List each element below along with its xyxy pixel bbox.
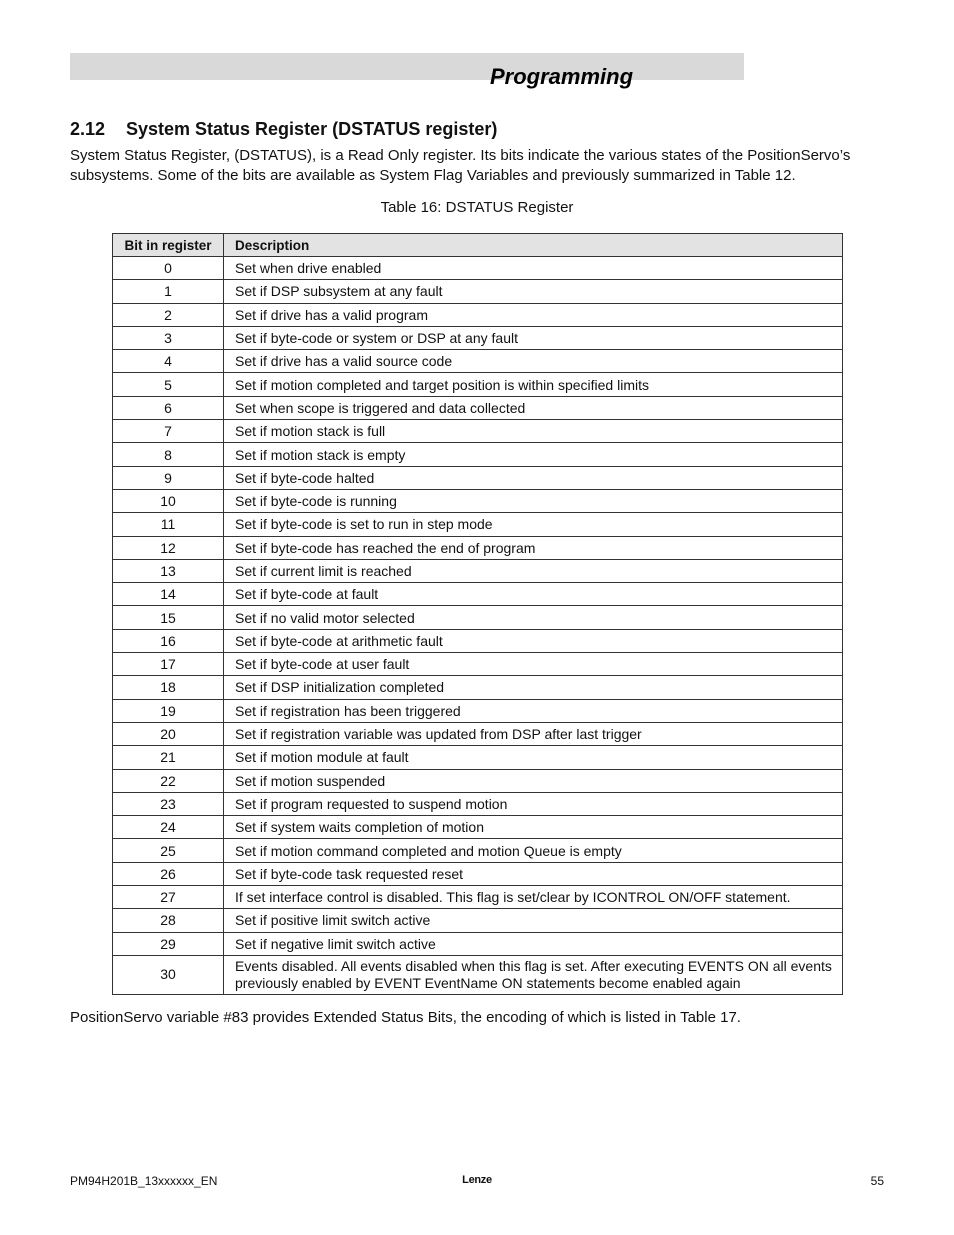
description-cell: If set interface control is disabled. This flag is set/clear by ICONTROL ON/OFF statement. — [224, 886, 843, 909]
table-row — [113, 909, 843, 932]
description-cell: Set if motion stack is full — [224, 420, 843, 443]
table-row — [113, 303, 843, 326]
description-cell: Set if drive has a valid program — [224, 303, 843, 326]
bit-cell: 22 — [113, 769, 224, 792]
description-cell: Set when drive enabled — [224, 257, 843, 280]
table-row — [113, 676, 843, 699]
bit-cell: 4 — [113, 350, 224, 373]
table-row — [113, 653, 843, 676]
table-caption: Table 16: DSTATUS Register — [380, 199, 574, 216]
bit-cell: 18 — [113, 676, 224, 699]
table-row — [113, 862, 843, 885]
table-row — [113, 816, 843, 839]
description-cell: Set when scope is triggered and data collected — [224, 396, 843, 419]
bit-cell: 29 — [113, 932, 224, 955]
description-cell: Set if registration variable was updated from DSP after last trigger — [224, 722, 843, 745]
bit-cell: 13 — [113, 559, 224, 582]
header-bar — [70, 53, 744, 80]
footer-doc-id: PM94H201B_13xxxxxx_EN — [70, 1174, 218, 1188]
bit-cell: 15 — [113, 606, 224, 629]
description-cell: Set if current limit is reached — [224, 559, 843, 582]
table-row — [113, 886, 843, 909]
bit-cell: 16 — [113, 629, 224, 652]
description-cell: Set if no valid motor selected — [224, 606, 843, 629]
bit-cell: 21 — [113, 746, 224, 769]
table-row — [113, 513, 843, 536]
table-row — [113, 839, 843, 862]
table-row — [113, 536, 843, 559]
table-row — [113, 699, 843, 722]
description-cell: Set if DSP initialization completed — [224, 676, 843, 699]
section-number: 2.12 — [70, 119, 106, 139]
description-cell: Set if DSP subsystem at any fault — [224, 280, 843, 303]
after-paragraph: PositionServo variable #83 provides Extended Status Bits, the encoding of which is listed in Table 17. — [70, 1009, 741, 1026]
description-cell: Set if byte-code has reached the end of program — [224, 536, 843, 559]
table-row — [113, 350, 843, 373]
description-cell: Set if motion module at fault — [224, 746, 843, 769]
table-header-row — [113, 234, 843, 257]
bit-cell: 7 — [113, 420, 224, 443]
table-row — [113, 257, 843, 280]
table-row — [113, 466, 843, 489]
description-cell: Set if byte-code is running — [224, 489, 843, 512]
table-body — [113, 257, 843, 995]
description-cell: Set if positive limit switch active — [224, 909, 843, 932]
description-cell: Set if byte-code at fault — [224, 583, 843, 606]
table-row — [113, 420, 843, 443]
description-cell: Set if motion command completed and motion Queue is empty — [224, 839, 843, 862]
description-cell: Set if motion stack is empty — [224, 443, 843, 466]
table-row — [113, 489, 843, 512]
bit-cell: 23 — [113, 792, 224, 815]
bit-cell: 10 — [113, 489, 224, 512]
description-cell: Set if motion suspended — [224, 769, 843, 792]
table-row — [113, 792, 843, 815]
intro-paragraph: System Status Register, (DSTATUS), is a Read Only register. Its bits indicate the various states of the PositionServo’s subsystems. Some of the bits are available as System Flag Variables and previously summarized in Table 12. — [70, 147, 851, 184]
table-row — [113, 559, 843, 582]
bit-cell: 8 — [113, 443, 224, 466]
bit-cell: 1 — [113, 280, 224, 303]
bit-cell: 0 — [113, 257, 224, 280]
bit-cell: 11 — [113, 513, 224, 536]
table-row — [113, 769, 843, 792]
description-cell: Set if byte-code at user fault — [224, 653, 843, 676]
table-row — [113, 326, 843, 349]
bit-cell: 25 — [113, 839, 224, 862]
bit-cell: 6 — [113, 396, 224, 419]
bit-cell: 3 — [113, 326, 224, 349]
description-cell: Events disabled. All events disabled when this flag is set. After executing EVENTS ON all events previously enabled by EVENT EventName ON statements become enabled again — [224, 955, 843, 994]
table-row — [113, 746, 843, 769]
bit-cell: 2 — [113, 303, 224, 326]
bit-cell: 9 — [113, 466, 224, 489]
description-cell: Set if byte-code task requested reset — [224, 862, 843, 885]
table-row — [113, 722, 843, 745]
footer-brand-logo: Lenze — [462, 1174, 492, 1186]
description-cell: Set if motion completed and target position is within specified limits — [224, 373, 843, 396]
description-cell: Set if system waits completion of motion — [224, 816, 843, 839]
bit-cell: 28 — [113, 909, 224, 932]
description-cell: Set if drive has a valid source code — [224, 350, 843, 373]
bit-cell: 24 — [113, 816, 224, 839]
section-title: System Status Register (DSTATUS register) — [126, 119, 498, 139]
chapter-title: Programming — [490, 64, 634, 89]
table-row — [113, 443, 843, 466]
bit-cell: 20 — [113, 722, 224, 745]
bit-cell: 19 — [113, 699, 224, 722]
bit-cell: 27 — [113, 886, 224, 909]
table-row — [113, 280, 843, 303]
table-row — [113, 583, 843, 606]
header-bit: Bit in register — [113, 234, 224, 257]
description-cell: Set if byte-code or system or DSP at any fault — [224, 326, 843, 349]
description-cell: Set if byte-code is set to run in step mode — [224, 513, 843, 536]
bit-cell: 30 — [113, 955, 224, 994]
bit-cell: 26 — [113, 862, 224, 885]
table-row — [113, 932, 843, 955]
table-row — [113, 955, 843, 994]
description-cell: Set if byte-code halted — [224, 466, 843, 489]
section-heading — [70, 119, 497, 140]
table-row — [113, 629, 843, 652]
table-row — [113, 606, 843, 629]
description-cell: Set if program requested to suspend motion — [224, 792, 843, 815]
description-cell: Set if registration has been triggered — [224, 699, 843, 722]
description-cell: Set if byte-code at arithmetic fault — [224, 629, 843, 652]
table-row — [113, 396, 843, 419]
footer-page-number: 55 — [870, 1174, 884, 1188]
table-row — [113, 373, 843, 396]
description-cell: Set if negative limit switch active — [224, 932, 843, 955]
header-description: Description — [224, 234, 843, 257]
bit-cell: 5 — [113, 373, 224, 396]
bit-cell: 17 — [113, 653, 224, 676]
dstatus-table — [112, 233, 843, 995]
bit-cell: 12 — [113, 536, 224, 559]
bit-cell: 14 — [113, 583, 224, 606]
